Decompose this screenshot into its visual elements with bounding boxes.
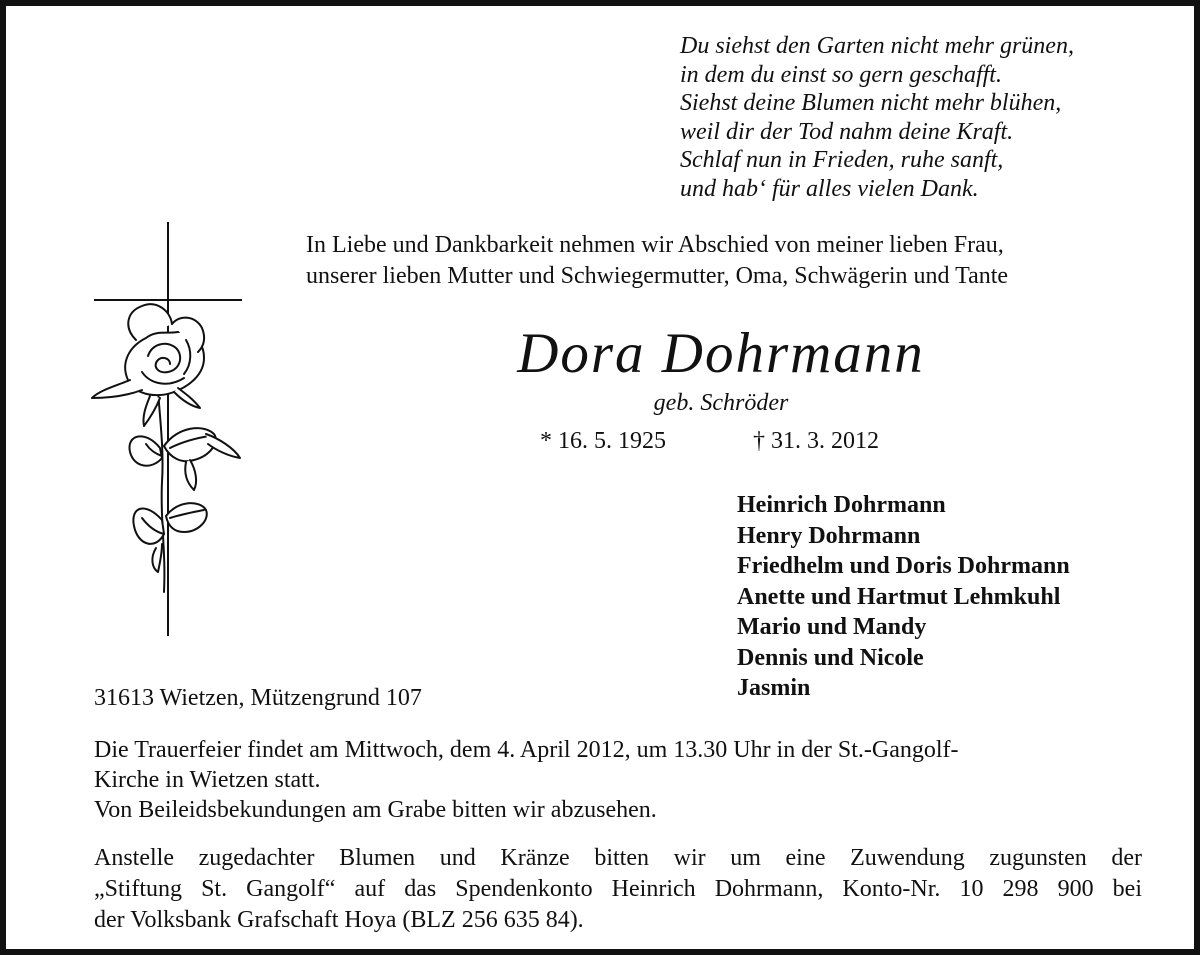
donation-line: „Stiftung St. Gangolf“ auf das Spendenkonto Heinrich Dohrmann, Konto-Nr. 10 298 900 bei	[94, 876, 1142, 902]
mourner-name: Friedhelm und Doris Dohrmann	[737, 553, 1070, 579]
rose-icon	[92, 304, 240, 592]
poem-line: Schlaf nun in Frieden, ruhe sanft,	[680, 147, 1004, 173]
mourner-name: Anette und Hartmut Lehmkuhl	[737, 583, 1061, 610]
donation-request	[94, 843, 1142, 936]
service-line: Die Trauerfeier findet am Mittwoch, dem 4. April 2012, um 13.30 Uhr in der St.-Gangolf-	[94, 737, 959, 763]
mourner-name: Henry Dohrmann	[737, 522, 921, 549]
poem-line: und hab‘ für alles vielen Dank.	[680, 175, 979, 202]
family-address: 31613 Wietzen, Mützengrund 107	[94, 685, 422, 711]
death-date: † 31. 3. 2012	[753, 428, 879, 454]
maiden-name: geb. Schröder	[653, 390, 789, 416]
donation-line: der Volksbank Grafschaft Hoya (BLZ 256 635 84).	[94, 907, 584, 933]
poem-line: in dem du einst so gern geschafft.	[680, 61, 1002, 88]
poem-line: Siehst deine Blumen nicht mehr blühen,	[680, 90, 1062, 116]
donation-line: Anstelle zugedachter Blumen und Kränze bitten wir um eine Zuwendung zugunsten der	[94, 845, 1142, 871]
cross-icon	[94, 222, 242, 636]
mourner-name: Jasmin	[737, 675, 811, 701]
funeral-service-info	[94, 735, 1142, 825]
farewell-intro	[306, 230, 1142, 292]
mourner-name: Heinrich Dohrmann	[737, 492, 946, 518]
mourner-name: Mario und Mandy	[737, 614, 927, 640]
cross-rose-illustration	[86, 220, 256, 640]
intro-line: unserer lieben Mutter und Schwiegermutter, Oma, Schwägerin und Tante	[306, 263, 1009, 289]
mourners-list	[737, 490, 1177, 704]
birth-date: * 16. 5. 1925	[540, 428, 666, 454]
poem-line: weil dir der Tod nahm deine Kraft.	[680, 118, 1014, 145]
service-line: Von Beileidsbekundungen am Grabe bitten wir abzusehen.	[94, 797, 657, 823]
mourner-name: Dennis und Nicole	[737, 644, 924, 671]
memorial-poem	[680, 32, 1140, 203]
deceased-name: Dora Dohrmann	[517, 322, 925, 385]
poem-line: Du siehst den Garten nicht mehr grünen,	[680, 33, 1074, 59]
service-line: Kirche in Wietzen statt.	[94, 767, 321, 793]
intro-line: In Liebe und Dankbarkeit nehmen wir Abschied von meiner lieben Frau,	[306, 232, 1004, 258]
